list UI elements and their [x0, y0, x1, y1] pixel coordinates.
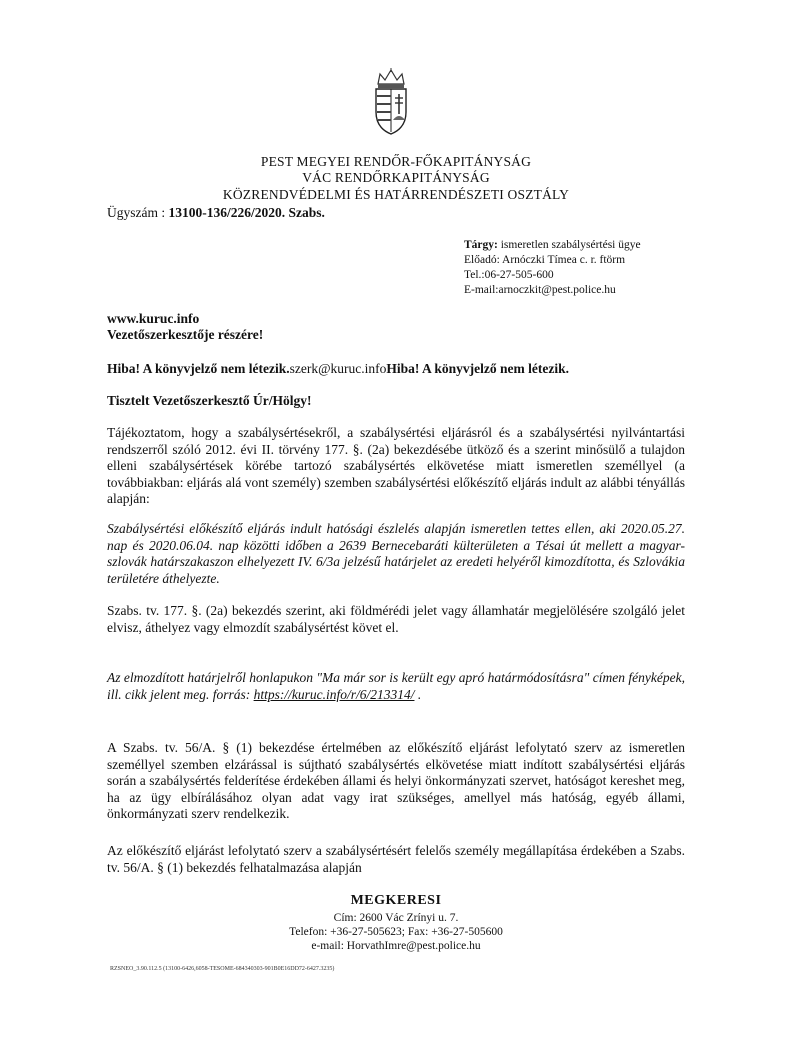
paragraph-request: Az előkészítő eljárást lefolytató szerv a szabálysértésért felelős személy megállapítása érdekében a Szabs. tv. 56/A. § (1) bekezdés felhatalmazása alapján — [107, 843, 685, 875]
subject-line — [464, 238, 641, 253]
source-end: . — [414, 686, 422, 702]
paragraph-intro: Tájékoztatom, hogy a szabálysértésekről, a szabálysértési eljárásról és a szabálysértési nyilvántartási rendszerről szóló 2012. évi II. törvény 177. §. (2a) bekezdésébe ütköző és a szerint minősülő a tulajdon elleni szabálysértések körébe tartozó szabálysértés elkövetése miatt ismeretlen személlyel (a továbbiakban: eljárás alá vont személy) szemben szabálysértési előkészítő eljárás indult az alábbi tényállás alapján: — [107, 425, 685, 507]
recipient-block — [107, 311, 263, 343]
bookmark-error-2: Hiba! A könyvjelző nem létezik. — [386, 361, 570, 376]
recipient-site: www.kuruc.info — [107, 311, 200, 326]
source-link[interactable]: https://kuruc.info/r/6/213314/ — [253, 686, 415, 702]
paragraph-authority: A Szabs. tv. 56/A. § (1) bekezdése értelmében az előkészítő eljárást lefolytató szerv az ismeretlen személlyel szemben elzárással is sújtható szabálysértés elkövetése miatt indított szabálysértési eljárás során a szabálysértés felderítése érdekében állami és helyi önkormányzati szervet, hatóságot kereshet meg, ha az ügy elbírálásához olyan adat vagy irat szükséges, amellyel más hatóság, egyéb állami, önkormányzati szerv rendelkezik. — [107, 740, 685, 822]
subject-label: Tárgy: — [464, 239, 498, 251]
case-value: 13100-136/226/2020. Szabs. — [168, 205, 325, 220]
paragraph-source — [107, 670, 685, 703]
signature-address: Cím: 2600 Vác Zrínyi u. 7. — [333, 912, 459, 924]
signature-email: e-mail: HorvathImre@pest.police.hu — [311, 940, 481, 952]
signature-phone-fax: Telefon: +36-27-505623; Fax: +36-27-505600 — [289, 926, 503, 938]
header-line-2: VÁC RENDŐRKAPITÁNYSÁG — [302, 170, 490, 185]
recipient-to: Vezetőszerkesztője részére! — [107, 327, 264, 342]
paragraph-law: Szabs. tv. 177. §. (2a) bekezdés szerint, aki földmérédi jelet vagy államhatár megjelölésére szolgáló jelet elvisz, áthelyez vagy elmozdít szabálysértést követ el. — [107, 603, 685, 635]
bookmark-error-1: Hiba! A könyvjelző nem létezik. — [107, 361, 290, 376]
phone-line: Tel.:06-27-505-600 — [464, 269, 554, 281]
source-text: Az elmozdított határjelről honlapukon "Ma már sor is került egy apró határmódosításra" címen fényképek, ill. cikk jelent meg. forrás: — [107, 670, 685, 702]
greeting: Tisztelt Vezetőszerkesztő Úr/Hölgy! — [107, 393, 312, 408]
officer-line: Előadó: Arnóczki Tímea c. r. ftörm — [464, 254, 626, 266]
signature-title: MEGKERESI — [350, 893, 442, 908]
email-line: E-mail:arnoczkit@pest.police.hu — [464, 284, 616, 296]
case-label: Ügyszám : — [107, 205, 169, 220]
subject-value: ismeretlen szabálysértési ügye — [497, 239, 641, 251]
email-line-with-errors — [107, 361, 569, 377]
paragraph-facts: Szabálysértési előkészítő eljárás indult hatósági észlelés alapján ismeretlen tettes ellen, aki 2020.05.27. nap és 2020.06.04. nap közötti időben a 2639 Bernecebaráti külterületen a Tésai út mellett a magyar-szlovák határszakaszon elhelyezett IV. 6/3a jelzésű határjelet az eredeti helyéről kimozdította, és Szlovákia területére áthelyezte. — [107, 521, 685, 586]
meta-block — [464, 238, 641, 298]
document-footer-code: RZSNEO_3.90.112.5 (13100-6426,6058-TESOME-684340303-901B0E16DD72-6427.3235) — [110, 966, 335, 972]
recipient-email[interactable]: szerk@kuruc.info — [289, 361, 387, 376]
header-line-1: PEST MEGYEI RENDŐR-FŐKAPITÁNYSÁG — [260, 154, 532, 169]
header-line-3: KÖZRENDVÉDELMI ÉS HATÁRRENDÉSZETI OSZTÁLY — [222, 187, 570, 202]
case-number — [107, 205, 325, 221]
coat-of-arms-icon — [368, 68, 414, 136]
